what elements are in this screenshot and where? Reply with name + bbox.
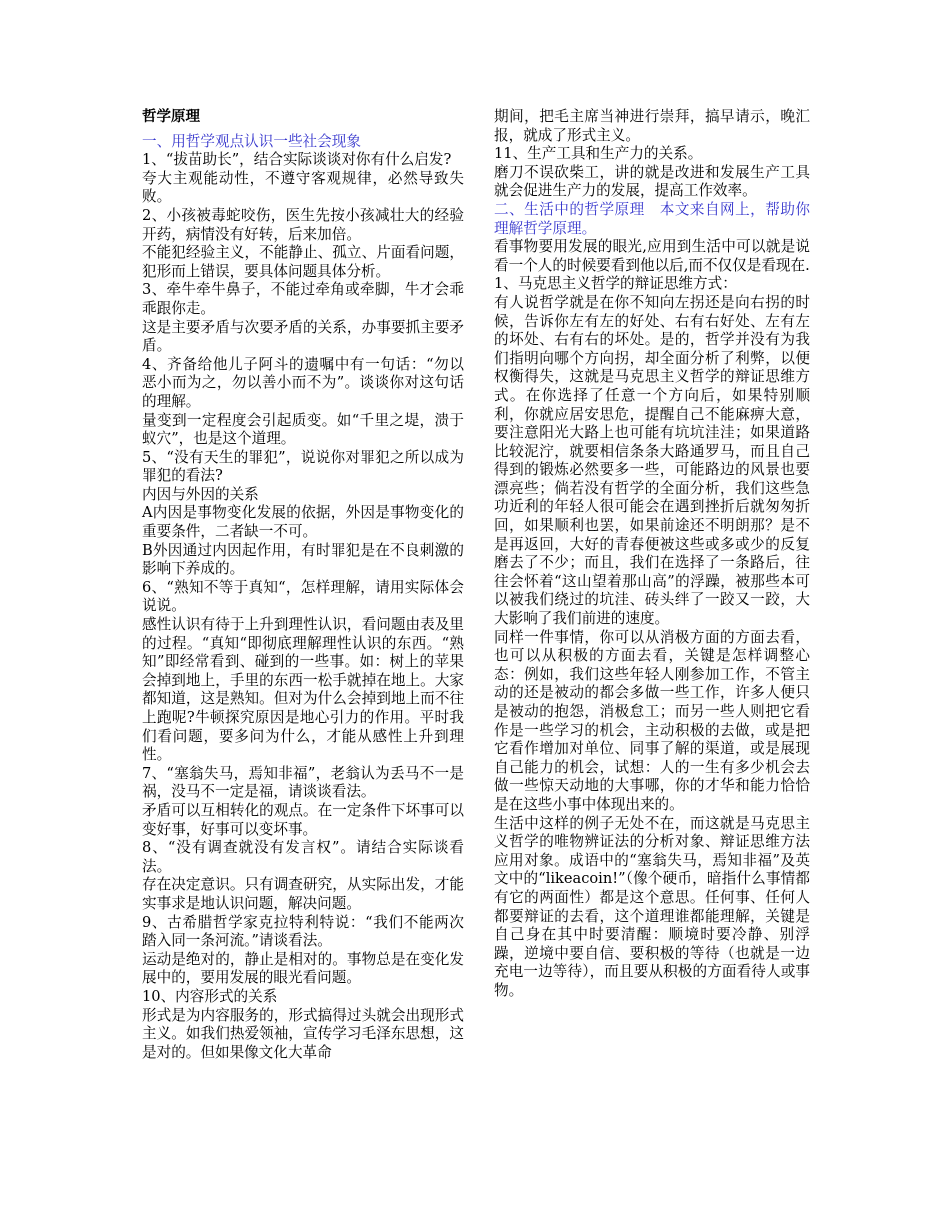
paragraph: 量变到一定程度会引起质变。如“千里之堤，溃于蚁穴”，也是这个道理。 (142, 411, 464, 448)
left-paragraphs (142, 133, 464, 1063)
paragraph: 3、牵牛牵牛鼻子，不能过牵角或牵脚，牛才会乖乖跟你走。 (142, 281, 464, 317)
paragraph: 1、“拔苗助长”，结合实际谈谈对你有什么启发? (142, 151, 452, 169)
section-heading: 一、用哲学观点认识一些社会现象 (142, 132, 361, 150)
paragraph: 同样一件事情，你可以从消极方面的方面去看，也可以从积极的方面去看，关键是怎样调整心态：例如，我们这些年轻人刚参加工作，不管主动的还是被动的都会多做一些工作，许多人便只是被动的抱怨，消极怠工；而另一些人则把它看作是一些学习的机会，主动积极的去做，或是把它看作增加对单位、同事了解的渠道，或是展现自己能力的机会，试想：人的一生有多少机会去做一些惊天动地的大事哪，你的才华和能力恰恰是在这些小事中体现出来的。 (494, 628, 810, 813)
paragraph: 这是主要矛盾与次要矛盾的关系，办事要抓主要矛盾。 (142, 318, 464, 355)
paragraph: 生活中这样的例子无处不在，而这就是马克思主义哲学的唯物辨证法的分析对象、辩证思维方法应用对象。成语中的“塞翁失马，焉知非福”及英文中的“likeacoin!”（像个硬币，暗指什么事情都有它的两面性）都是这个意思。任何事、任何人都要辩证的去看，这个道理谁都能理解，关键是自己身在其中时要清醒：顺境时要冷静、别浮躁，逆境中要自信、要积极的等待（也就是一边充电一边等待），而且要从积极的方面看待人或事物。 (494, 814, 810, 999)
paragraph: 形式是为内容服务的，形式搞得过头就会出现形式主义。如我们热爱领袖，宣传学习毛泽东思想，这是对的。但如果像文化大革命 (142, 1006, 464, 1061)
paragraph: 存在决定意识。只有调查研究，从实际出发，才能实事求是地认识问题，解决问题。 (142, 876, 464, 912)
right-column (494, 108, 810, 1001)
section-heading: 二、生活中的哲学原理 本文来自网上，帮助你理解哲学原理。 (494, 200, 810, 237)
paragraph: 2、小孩被毒蛇咬伤，医生先按小孩减壮大的经验开药，病情没有好转，后来加倍。 (142, 206, 464, 243)
paragraph: 9、古希腊哲学家克拉特利特说：“我们不能两次踏入同一条河流。”请谈看法。 (142, 913, 464, 950)
paragraph: 运动是绝对的，静止是相对的。事物总是在变化发展中的，要用发展的眼光看问题。 (142, 950, 464, 987)
paragraph: 期间，把毛主席当神进行崇拜，搞早请示，晚汇报，就成了形式主义。 (494, 108, 810, 144)
right-paragraphs (494, 108, 810, 1001)
paragraph: 感性认识有待于上升到理性认识，看问题由表及里的过程。“真知“即彻底理解理性认识的东西。“熟知”即经常看到、碰到的一些事。如：树上的苹果会掉到地上，手里的东西一松手就掉在地上。大家都知道，这是熟知。但对为什么会掉到地上而不往上跑呢?牛顿探究原因是地心引力的作用。平时我们看问题，要多问为什么，才能从感性上升到理性。 (142, 616, 464, 764)
paragraph: 1、马克思主义哲学的辩证思维方式： (494, 275, 737, 293)
paragraph: 7、“塞翁失马，焉知非福”，老翁认为丢马不一是祸，没马不一定是福，请谈谈看法。 (142, 764, 464, 801)
paragraph: B外因通过内因起作用，有时罪犯是在不良刺激的影响下养成的。 (142, 541, 464, 578)
paragraph: 看事物要用发展的眼光,应用到生活中可以就是说看一个人的时候要看到他以后,而不仅仅是看现在. (494, 238, 810, 274)
left-column (142, 108, 464, 1062)
paragraph: 磨刀不误砍柴工，讲的就是改进和发展生产工具就会促进生产力的发展，提高工作效率。 (494, 163, 810, 200)
paragraph: 不能犯经验主义，不能静止、孤立、片面看问题，犯形而上错误，要具体问题具体分析。 (142, 244, 464, 280)
paragraph: 10、内容形式的关系 (142, 987, 278, 1005)
paragraph: 内因与外因的关系 (142, 485, 259, 503)
paragraph: 5、“没有天生的罪犯”，说说你对罪犯之所以成为罪犯的看法? (142, 448, 464, 485)
paragraph: 8、“没有调查就没有发言权”。请结合实际谈看法。 (142, 839, 464, 875)
paragraph: 6、“熟知不等于真知“，怎样理解，请用实际体会说说。 (142, 578, 464, 615)
paragraph: A内因是事物变化发展的依据，外因是事物变化的重要条件，二者缺一不可。 (142, 504, 464, 541)
page-title: 哲学原理 (142, 109, 200, 125)
paragraph: 夸大主观能动性，不遵守客观规律，必然导致失败。 (142, 169, 464, 206)
paragraph: 有人说哲学就是在你不知向左拐还是向右拐的时候，告诉你左有左的好处、右有右好处、左有左的坏处、右有右的坏处。是的，哲学并没有为我们指明向哪个方向拐，却全面分析了利弊，以便权衡得失，这就是马克思主义哲学的辩证思维方式。在你选择了任意一个方向后，如果特别顺利，你就应居安思危，提醒自己不能麻痹大意，要注意阳光大路上也可能有坑坑洼洼；如果道路比较泥泞，就要相信条条大路通罗马，而且自己得到的锻炼必然要多一些，可能路边的风景也要漂亮些；倘若没有哲学的全面分析，我们这些急功近利的年轻人很可能会在遇到挫折后就匆匆折回，如果顺利也罢，如果前途还不明朗那？是不是再返回，大好的青春便被这些或多或少的反复磨去了不少；而且，我们在选择了一条路后，往往会怀着“这山望着那山高”的浮躁，被那些本可以被我们绕过的坑洼、砖头绊了一跤又一跤，大大影响了我们前进的速度。 (494, 293, 810, 628)
paragraph: 11、生产工具和生产力的关系。 (494, 145, 703, 163)
paragraph: 矛盾可以互相转化的观点。在一定条件下坏事可以变好事，好事可以变坏事。 (142, 801, 464, 838)
paragraph: 4、齐备给他儿子阿斗的遗嘱中有一句话：“勿以恶小而为之，勿以善小而不为”。谈谈你对这句话的理解。 (142, 355, 464, 410)
